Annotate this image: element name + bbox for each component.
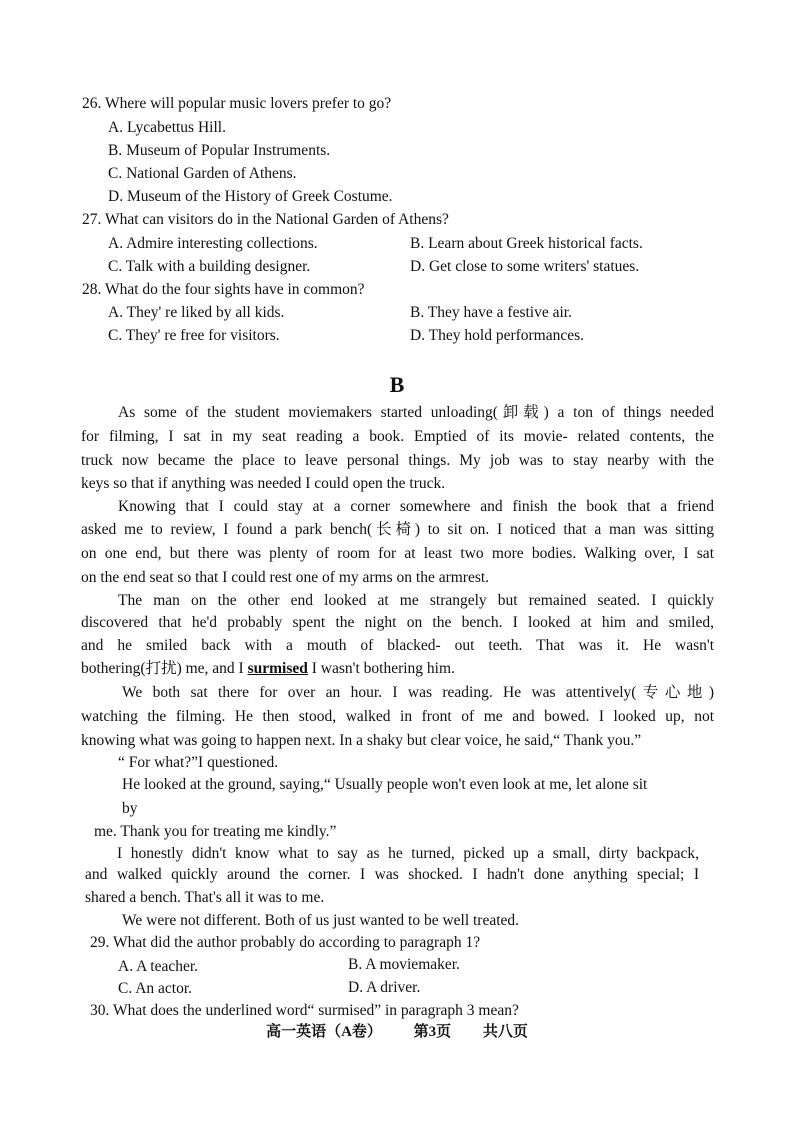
question-26-stem: 26. Where will popular music lovers prefer to go? xyxy=(82,95,392,112)
paragraph-3-line: The man on the other end looked at me strangely but remained seated. I quickly xyxy=(118,592,714,609)
paragraph-7-line: shared a bench. That's all it was to me. xyxy=(85,889,325,906)
page-footer xyxy=(0,1022,794,1042)
question-29-option-d: D. A driver. xyxy=(348,979,421,996)
section-b-title: B xyxy=(389,372,405,397)
paragraph-6-line: me. Thank you for treating me kindly.” xyxy=(94,823,337,840)
question-26-option-a: A. Lycabettus Hill. xyxy=(108,119,226,136)
question-26-option-d: D. Museum of the History of Greek Costume. xyxy=(108,188,393,205)
paragraph-2-line: Knowing that I could stay at a corner somewhere and finish the book that a friend xyxy=(118,498,714,515)
paragraph-3-text-before: bothering(打扰) me, and I xyxy=(81,660,248,677)
paragraph-4-line: knowing what was going to happen next. In a shaky but clear voice, he said,“ Thank you.” xyxy=(81,732,642,749)
question-28-option-a: A. They' re liked by all kids. xyxy=(108,304,285,321)
paragraph-3-line: and he smiled back with a mouth of blacked- out teeth. That was it. He wasn't xyxy=(81,637,714,654)
question-30-stem: 30. What does the underlined word“ surmised” in paragraph 3 mean? xyxy=(90,1002,519,1019)
paragraph-6-line: He looked at the ground, saying,“ Usually people won't even look at me, let alone sit xyxy=(122,776,648,793)
paragraph-1-line: for filming, I sat in my seat reading a book. Emptied of its movie- related contents, the xyxy=(81,428,714,445)
question-27-option-a: A. Admire interesting collections. xyxy=(108,235,318,252)
question-29-option-b: B. A moviemaker. xyxy=(348,956,460,973)
paragraph-2-line: asked me to review, I found a park bench(长椅) to sit on. I noticed that a man was sitting xyxy=(81,521,714,538)
question-27-option-d: D. Get close to some writers' statues. xyxy=(410,258,640,275)
paragraph-1-line: truck now became the place to leave personal things. My job was to stay nearby with the xyxy=(81,452,714,469)
paragraph-1-line: keys so that if anything was needed I could open the truck. xyxy=(81,475,446,492)
paragraph-4-line: watching the filming. He then stood, walked in front of me and bowed. I looked up, not xyxy=(81,708,714,725)
question-28-option-c: C. They' re free for visitors. xyxy=(108,327,280,344)
question-28-stem: 28. What do the four sights have in common? xyxy=(82,281,365,298)
question-29-stem: 29. What did the author probably do according to paragraph 1? xyxy=(90,934,481,951)
question-27-stem: 27. What can visitors do in the National Garden of Athens? xyxy=(82,211,449,228)
question-27-option-c: C. Talk with a building designer. xyxy=(108,258,311,275)
paragraph-4-line: We both sat there for over an hour. I was reading. He was attentively(专心地) xyxy=(122,684,714,701)
question-28-option-b: B. They have a festive air. xyxy=(410,304,572,321)
question-27-option-b: B. Learn about Greek historical facts. xyxy=(410,235,643,252)
paragraph-1-line: As some of the student moviemakers started unloading(卸载) a ton of things needed xyxy=(118,404,714,421)
footer-total-pages: 共八页 xyxy=(482,1024,528,1040)
paragraph-2-line: on the end seat so that I could rest one of my arms on the armrest. xyxy=(81,569,490,586)
paragraph-7-line: and walked quickly around the corner. I was shocked. I hadn't done anything special; I xyxy=(85,866,699,883)
paragraph-6-line: by xyxy=(122,800,138,817)
paragraph-3-text-after: I wasn't bothering him. xyxy=(307,660,455,677)
paragraph-2-line: on one end, but there was plenty of room for at least two more bodies. Walking over, I sat xyxy=(81,545,714,562)
footer-page-number: 第3页 xyxy=(413,1024,452,1040)
paragraph-8-line: We were not different. Both of us just wanted to be well treated. xyxy=(122,912,520,929)
footer-course: 高一英语（A卷） xyxy=(266,1024,382,1040)
paragraph-5-line: “ For what?”I questioned. xyxy=(118,754,279,771)
question-26-option-b: B. Museum of Popular Instruments. xyxy=(108,142,331,159)
question-29-option-a: A. A teacher. xyxy=(118,958,199,975)
question-26-option-c: C. National Garden of Athens. xyxy=(108,165,297,182)
question-28-option-d: D. They hold performances. xyxy=(410,327,585,344)
paragraph-3-last-line xyxy=(81,659,455,679)
paragraph-3-line: discovered that he'd probably spent the night on the bench. I looked at him and smiled, xyxy=(81,614,714,631)
question-29-option-c: C. An actor. xyxy=(118,980,193,997)
paragraph-7-line: I honestly didn't know what to say as he turned, picked up a small, dirty backpack, xyxy=(117,845,699,862)
underlined-word-surmised: surmised xyxy=(247,660,308,677)
